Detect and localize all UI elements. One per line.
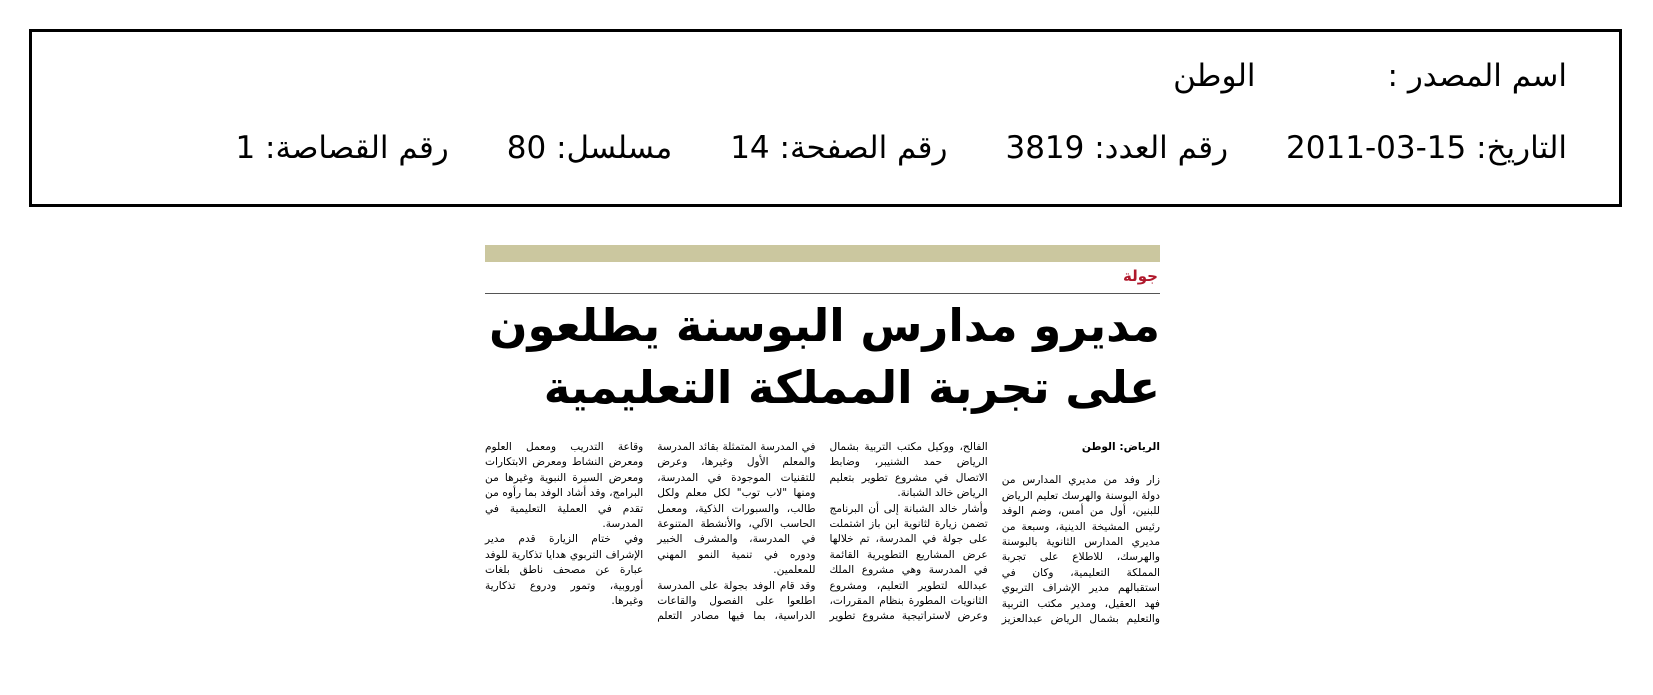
source-label: اسم المصدر : (1387, 58, 1567, 94)
paragraph: وفي ختام الزيارة قدم مدير الإشراف التربوي هدايا تذكارية للوفد عبارة عن مصحف ناطق بلغات أوروبية، وتمور ودروع تذكارية وغيرها. (485, 533, 644, 608)
paragraph: وقد قام الوفد بجولة على المدرسة اطلعوا على الفصول والقاعات الدراسية، بما فيها مصادر التعلم وقاعة التدريب ومعمل العلوم ومعرض النشاط ومعرض الابتكارات ومعرض السيرة النبوية وغيرها من البرامج، وقد أشاد الوفد بما رأوه من تقدم في العملية التعليمية في المدرسة. (485, 441, 816, 623)
source-value: الوطن (1173, 58, 1256, 94)
issue-field: رقم العدد: 3819 (1005, 130, 1229, 166)
info-row (235, 128, 1567, 168)
article-body (485, 440, 1160, 640)
paragraph: وأشار خالد الشبانة إلى أن البرنامج تضمن زيارة لثانوية ابن باز اشتملت على جولة في المدرسة، تم خلالها عرض المشاريع التطويرية القائمة في المدرسة وهي مشروع الملك عبدالله لتطوير التعليم، ومشروع الثانويات المطورة بنظام المقررات، وعرض لاستراتيجية مشروع تطوير في المدرسة المتمثلة بقائد المدرسة والمعلم الأول وغيرها، وعرض للتقنيات الموجودة في المدرسة، ومنها "لاب توب" لكل معلم ولكل طالب، والسبورات الذكية، ومعمل الحاسب الآلي، والأنشطة المتنوعة في المدرسة، والمشرف الخبير ودوره في تنمية النمو المهني للمعلمين. (657, 441, 988, 623)
section-label: جولة (1123, 267, 1158, 285)
headline-line-1: مديرو مدارس البوسنة يطلعون (489, 299, 1160, 352)
newspaper-clipping (485, 245, 1160, 645)
clip-field: رقم القصاصة: 1 (235, 130, 449, 166)
paragraph: زار وفد من مديري المدارس من دولة البوسنة والهرسك تعليم الرياض للبنين، أول من أمس، وضم الوفد رئيس المشيخة الدينية، وسبعة من مديري المدارس الثانوية بالبوسنة والهرسك، للاطلاع على تجربة المملكة التعليمية، وكان في استقبالهم مدير الإشراف التربوي فهد العقيل، ومدير مكتب التربية والتعليم بشمال الرياض عبدالعزيز الفالح، ووكيل مكتب التربية بشمال الرياض حمد الشنيبر، وضابط الاتصال في مشروع تطوير بتعليم الرياض خالد الشبانة. (829, 441, 1160, 626)
header-bar (485, 245, 1160, 262)
headline-line-2: على تجربة المملكة التعليمية (543, 361, 1160, 414)
divider (485, 293, 1160, 294)
dateline: الرياض: الوطن (1081, 441, 1160, 453)
serial-field: مسلسل: 80 (506, 130, 673, 166)
page-field: رقم الصفحة: 14 (730, 130, 948, 166)
date-field: التاريخ: 15-03-2011 (1286, 130, 1567, 166)
source-row (1173, 56, 1567, 96)
headline (485, 295, 1160, 419)
metadata-box (29, 29, 1622, 207)
